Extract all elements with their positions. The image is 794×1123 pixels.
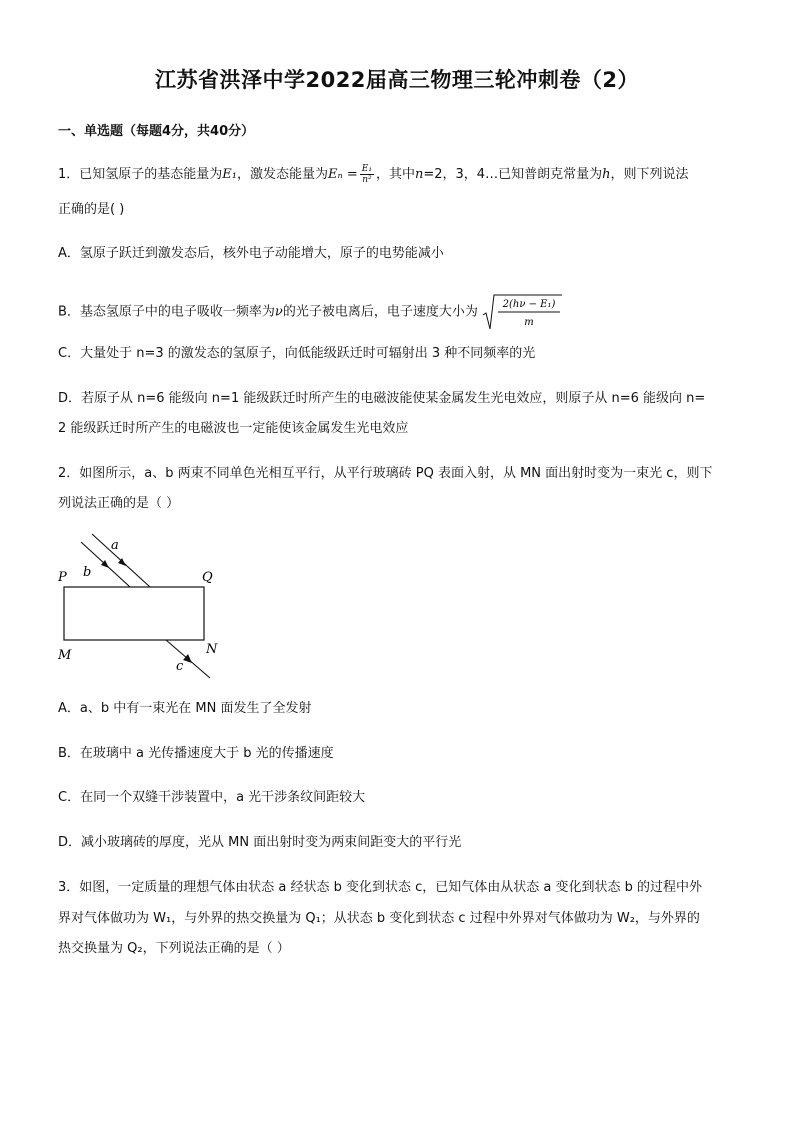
label-m: M xyxy=(58,648,72,663)
q1-en-lhs: Eₙ = xyxy=(328,167,358,182)
q1-option-b xyxy=(58,293,564,331)
page-title: 江苏省洪泽中学2022届高三物理三轮冲刺卷（2） xyxy=(154,68,640,92)
q1-nu-var: ν xyxy=(274,304,283,320)
label-c: c xyxy=(176,659,184,674)
sqrt-sign-icon xyxy=(482,293,564,331)
q2-stem-line2: 列说法正确的是（ ） xyxy=(58,496,180,511)
q3-stem-line1: 3．如图，一定质量的理想气体由状态 a 经状态 b 变化到状态 c，已知气体由从状态 a 变化到状态 b 的过程中外 xyxy=(58,880,703,895)
glass-brick-diagram xyxy=(52,532,232,682)
q1-stem-text: ，激发态能量为 xyxy=(236,167,328,182)
q1-option-c: C．大量处于 n=3 的激发态的氢原子，向低能级跃迁时可辐射出 3 种不同频率的光 xyxy=(58,346,536,361)
q1-stem-line2: 正确的是( ) xyxy=(58,202,125,217)
q1-stem-text: ，其中 xyxy=(375,167,415,182)
glass-brick xyxy=(64,587,204,640)
q1-n-var: n xyxy=(415,167,424,182)
q1-stem-text: =2，3，4…已知普朗克常量为 xyxy=(423,167,603,182)
q1-h-var: h xyxy=(602,167,611,182)
q2-option-d: D．减小玻璃砖的厚度，光从 MN 面出射时变为两束间距变大的平行光 xyxy=(58,835,462,850)
q1-option-d-line1: D．若原子从 n=6 能级向 n=1 能级跃迁时所产生的电磁波能使某金属发生光电效应，则原子从 n=6 能级向 n= xyxy=(58,391,706,406)
q2-option-c: C．在同一个双缝干涉装置中，a 光干涉条纹间距较大 xyxy=(58,790,366,805)
option-text: 的光子被电离后，电子速度大小为 xyxy=(282,304,478,320)
q1-option-a: A．氢原子跃迁到激发态后，核外电子动能增大，原子的电势能减小 xyxy=(58,246,444,261)
sqrt-denominator: m xyxy=(524,317,534,328)
q1-energy-fraction xyxy=(360,164,374,185)
q2-option-a: A．a、b 中有一束光在 MN 面发生了全发射 xyxy=(58,701,312,716)
label-p: P xyxy=(58,570,67,585)
q3-stem-line2: 界对气体做功为 W₁，与外界的热交换量为 Q₁；从状态 b 变化到状态 c 过程中外界对气体做功为 W₂，与外界的 xyxy=(58,911,700,926)
q1-stem-text: ，则下列说法 xyxy=(610,167,689,182)
q2-option-b: B．在玻璃中 a 光传播速度大于 b 光的传播速度 xyxy=(58,746,334,761)
label-a: a xyxy=(111,538,119,553)
q1-stem-text: 1．已知氢原子的基态能量为 xyxy=(58,167,223,182)
q1-sqrt-formula xyxy=(482,293,564,331)
q1-stem-line1 xyxy=(58,164,688,185)
section-heading: 一、单选题（每题4分，共40分） xyxy=(58,124,255,139)
option-text: B．基态氢原子中的电子吸收一频率为 xyxy=(58,304,275,320)
label-n: N xyxy=(206,642,218,657)
label-q: Q xyxy=(202,570,213,585)
q2-stem-line1: 2．如图所示，a、b 两束不同单色光相互平行，从平行玻璃砖 PQ 表面入射，从 MN 面出射时变为一束光 c，则下 xyxy=(58,466,713,481)
fraction-numerator: E₁ xyxy=(361,164,372,174)
q1-option-d-line2: 2 能级跃迁时所产生的电磁波也一定能使该金属发生光电效应 xyxy=(58,421,409,436)
q3-stem-line3: 热交换量为 Q₂，下列说法正确的是（ ） xyxy=(58,941,290,956)
label-b: b xyxy=(83,565,92,580)
fraction-denominator: n² xyxy=(362,175,372,185)
q1-e1-var: E₁ xyxy=(222,167,237,182)
sqrt-numerator: 2(hν − E₁) xyxy=(502,299,556,310)
